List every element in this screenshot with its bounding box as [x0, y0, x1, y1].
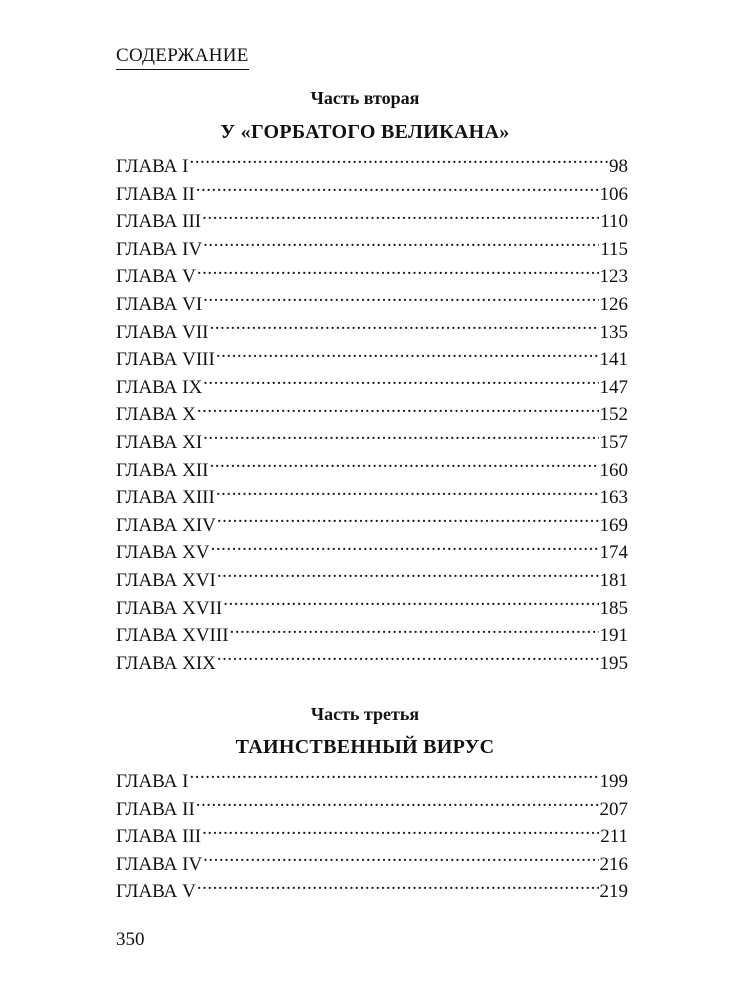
chapter-name: ГЛАВА XVIII: [116, 625, 229, 647]
part-3-label: Часть третья: [310, 704, 420, 724]
toc-entry[interactable]: [116, 263, 628, 291]
part-3-title: ТАИНСТВЕННЫЙ ВИРУС: [235, 736, 495, 758]
toc-entry[interactable]: [116, 512, 628, 540]
chapter-name: ГЛАВА II: [116, 183, 195, 205]
chapter-page-number: 106: [599, 183, 628, 205]
chapter-page-number: 152: [599, 404, 628, 426]
toc-entry[interactable]: [116, 878, 628, 906]
chapter-page-number: 147: [599, 376, 628, 398]
toc-entry[interactable]: [116, 346, 628, 374]
chapter-name: ГЛАВА V: [116, 881, 196, 903]
toc-entry[interactable]: [116, 319, 628, 347]
chapter-page-number: 115: [600, 238, 628, 260]
toc-entry[interactable]: [116, 457, 628, 485]
toc-entry[interactable]: [116, 429, 628, 457]
chapter-name: ГЛАВА V: [116, 266, 196, 288]
part-2-label: Часть вторая: [310, 88, 420, 108]
part-2-toc: [116, 153, 628, 677]
dot-leader: [202, 208, 599, 227]
chapter-page-number: 123: [599, 266, 628, 288]
part-2-title: У «ГОРБАТОГО ВЕЛИКАНА»: [220, 121, 510, 143]
chapter-name: ГЛАВА IV: [116, 853, 203, 875]
dot-leader: [189, 768, 598, 787]
dot-leader: [211, 539, 599, 558]
toc-entry[interactable]: [116, 539, 628, 567]
chapter-page-number: 195: [599, 652, 628, 674]
toc-entry[interactable]: [116, 622, 628, 650]
chapter-page-number: 126: [599, 293, 628, 315]
chapter-name: ГЛАВА III: [116, 211, 202, 233]
chapter-name: ГЛАВА VI: [116, 293, 203, 315]
dot-leader: [197, 878, 599, 897]
chapter-name: ГЛАВА XIX: [116, 652, 216, 674]
chapter-name: ГЛАВА I: [116, 771, 189, 792]
toc-entry[interactable]: [116, 595, 628, 623]
chapter-page-number: 191: [599, 625, 628, 647]
dot-leader: [203, 429, 598, 448]
chapter-page-number: 163: [599, 487, 628, 509]
dot-leader: [217, 512, 599, 531]
dot-leader: [203, 236, 599, 255]
chapter-name: ГЛАВА II: [116, 798, 195, 820]
page-number: 350: [116, 929, 145, 950]
toc-entry[interactable]: [116, 401, 628, 429]
dot-leader: [217, 650, 599, 669]
chapter-page-number: 141: [599, 349, 628, 371]
chapter-name: ГЛАВА XV: [116, 542, 210, 564]
toc-entry[interactable]: [116, 291, 628, 319]
toc-entry[interactable]: [116, 650, 628, 678]
toc-entry[interactable]: [116, 374, 628, 402]
dot-leader: [197, 263, 599, 282]
toc-entry[interactable]: [116, 153, 628, 181]
toc-entry[interactable]: [116, 796, 628, 824]
chapter-page-number: 110: [600, 211, 628, 233]
chapter-name: ГЛАВА VIII: [116, 349, 215, 371]
chapter-name: ГЛАВА XI: [116, 431, 203, 453]
chapter-page-number: 98: [609, 156, 628, 177]
dot-leader: [196, 181, 599, 200]
dot-leader: [216, 346, 599, 365]
dot-leader: [210, 319, 599, 338]
chapter-page-number: 181: [599, 569, 628, 591]
toc-entry[interactable]: [116, 236, 628, 264]
chapter-name: ГЛАВА III: [116, 826, 202, 848]
dot-leader: [203, 374, 598, 393]
chapter-name: ГЛАВА X: [116, 404, 196, 426]
chapter-name: ГЛАВА I: [116, 156, 189, 177]
dot-leader: [203, 851, 598, 870]
toc-entry[interactable]: [116, 851, 628, 879]
dot-leader: [196, 796, 599, 815]
chapter-page-number: 185: [599, 597, 628, 619]
dot-leader: [189, 153, 608, 172]
dot-leader: [217, 567, 599, 586]
toc-entry[interactable]: [116, 768, 628, 796]
dot-leader: [216, 484, 599, 503]
chapter-name: ГЛАВА XVI: [116, 569, 216, 591]
chapter-page-number: 207: [599, 798, 628, 820]
dot-leader: [202, 823, 599, 842]
running-header: СОДЕРЖАНИЕ: [116, 44, 249, 70]
toc-entry[interactable]: [116, 823, 628, 851]
chapter-name: ГЛАВА IV: [116, 238, 203, 260]
chapter-page-number: 211: [600, 826, 628, 848]
toc-entry[interactable]: [116, 208, 628, 236]
toc-entry[interactable]: [116, 567, 628, 595]
dot-leader: [210, 457, 599, 476]
toc-entry[interactable]: [116, 181, 628, 209]
chapter-page-number: 160: [599, 459, 628, 481]
part-3-toc: [116, 768, 628, 906]
chapter-page-number: 219: [599, 881, 628, 903]
chapter-name: ГЛАВА XII: [116, 459, 209, 481]
toc-entry[interactable]: [116, 484, 628, 512]
chapter-name: ГЛАВА XVII: [116, 597, 223, 619]
chapter-page-number: 135: [599, 321, 628, 343]
chapter-page-number: 157: [599, 431, 628, 453]
chapter-page-number: 216: [599, 853, 628, 875]
chapter-page-number: 199: [599, 771, 628, 792]
dot-leader: [203, 291, 598, 310]
dot-leader: [223, 595, 598, 614]
chapter-name: ГЛАВА XIII: [116, 487, 215, 509]
dot-leader: [230, 622, 599, 641]
chapter-page-number: 174: [599, 542, 628, 564]
chapter-page-number: 169: [599, 514, 628, 536]
chapter-name: ГЛАВА XIV: [116, 514, 216, 536]
dot-leader: [197, 401, 599, 420]
chapter-name: ГЛАВА IX: [116, 376, 203, 398]
chapter-name: ГЛАВА VII: [116, 321, 209, 343]
